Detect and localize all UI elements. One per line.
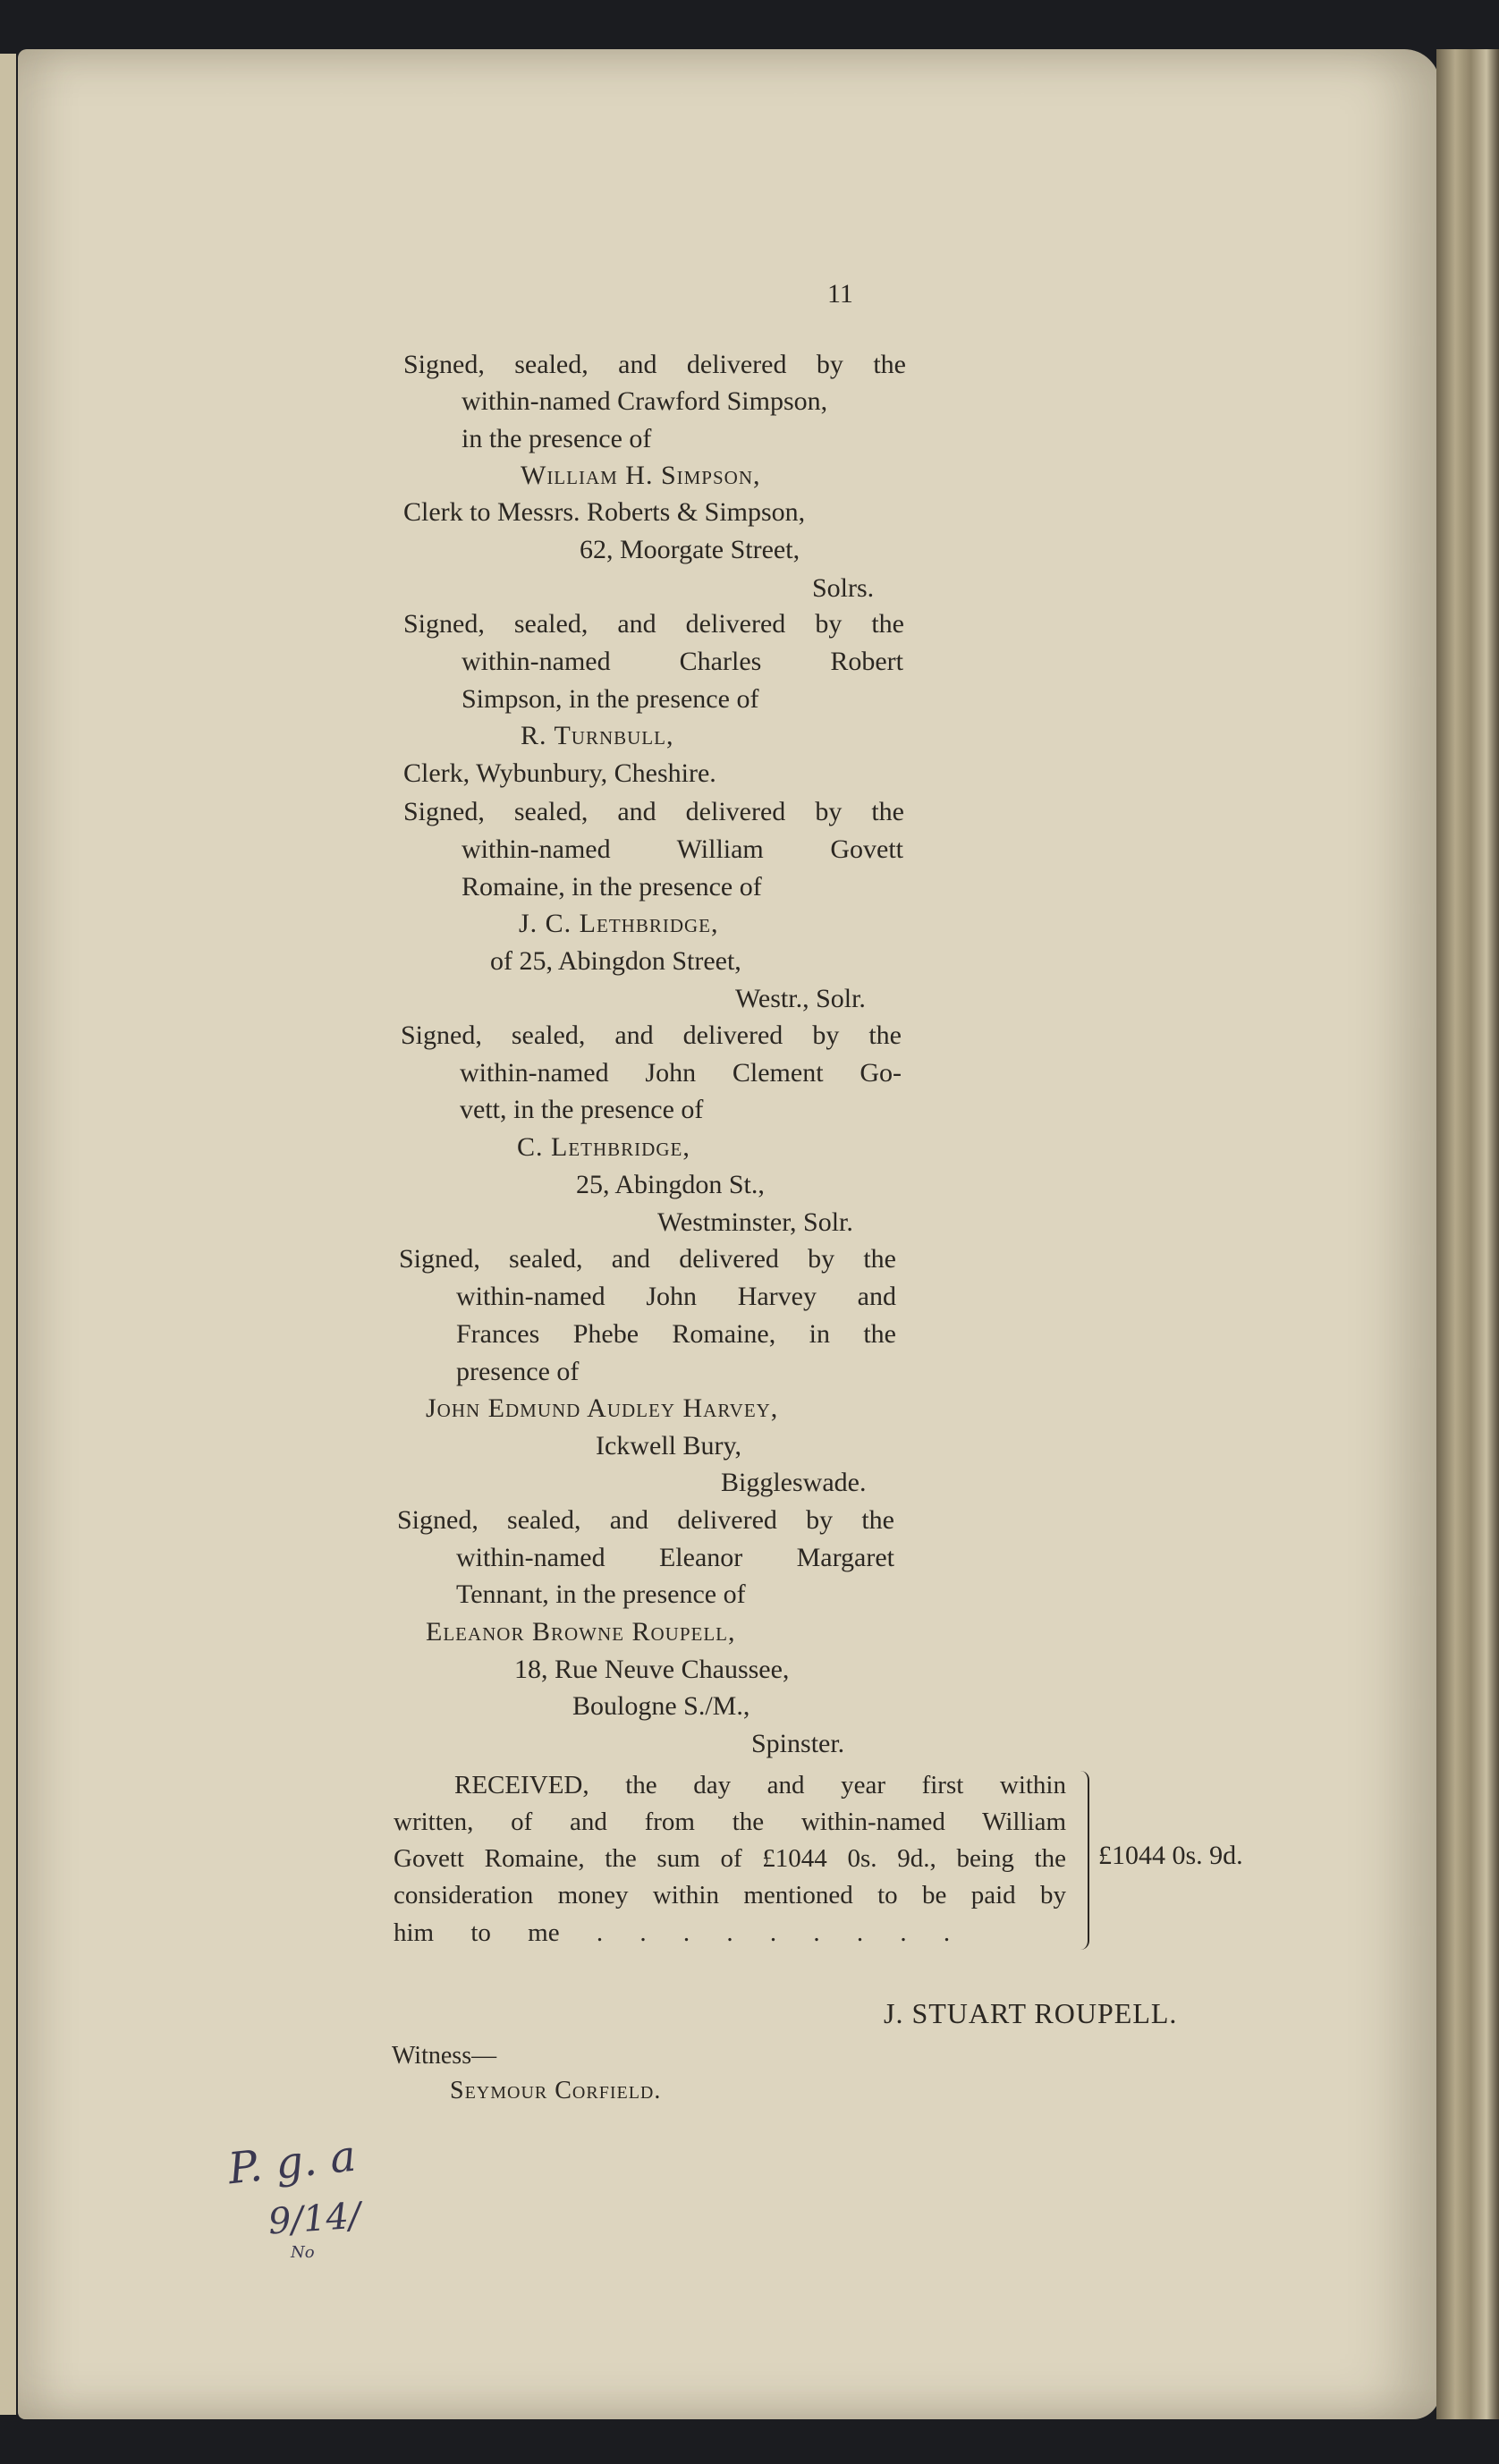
- page-edge-stack: [1436, 49, 1499, 2419]
- attestation-line: Tennant, in the presence of: [456, 1579, 746, 1609]
- attestation-line: vett, in the presence of: [460, 1095, 704, 1124]
- attestation-line: Ickwell Bury,: [596, 1431, 742, 1461]
- left-page-edge: [0, 54, 16, 2415]
- witness-name: J. C. Lethbridge,: [519, 909, 719, 938]
- attestation-line: Biggleswade.: [721, 1468, 867, 1497]
- attestation-line: Clerk to Messrs. Roberts & Simpson,: [403, 497, 806, 527]
- witness-name: C. Lethbridge,: [517, 1132, 690, 1162]
- attestation-line: within-named Eleanor Margaret: [456, 1543, 894, 1572]
- attestation-line: Signed, sealed, and delivered by the: [397, 1505, 894, 1535]
- attestation-line: within-named Crawford Simpson,: [462, 386, 828, 416]
- attestation-line: within-named Charles Robert: [462, 647, 903, 676]
- attestation-line: Signed, sealed, and delivered by the: [401, 1020, 902, 1050]
- attestation-line: Signed, sealed, and delivered by the: [403, 797, 904, 826]
- receipt-line: him to me . . . . . . . . .: [394, 1918, 951, 1947]
- witness-label: Witness—: [392, 2042, 497, 2070]
- handwritten-note: P. g. a: [225, 2130, 359, 2195]
- attestation-line: Romaine, in the presence of: [462, 872, 762, 902]
- attestation-line: presence of: [456, 1357, 580, 1386]
- attestation-line: in the presence of: [462, 424, 652, 453]
- attestation-line: within-named William Govett: [462, 834, 903, 864]
- witness-name: Eleanor Browne Roupell,: [426, 1617, 736, 1647]
- signature-name: J. STUART ROUPELL.: [884, 1997, 1178, 2029]
- attestation-line: Solrs.: [812, 573, 875, 603]
- witness-name: R. Turnbull,: [521, 721, 674, 750]
- handwritten-note: No: [291, 2243, 315, 2262]
- receipt-brace: [1071, 1771, 1089, 1950]
- attestation-line: Signed, sealed, and delivered by the: [399, 1244, 896, 1274]
- receipt-line: RECEIVED, the day and year first within: [454, 1771, 1066, 1799]
- attestation-line: Westr., Solr.: [735, 984, 866, 1013]
- receipt-line: written, of and from the within-named William: [394, 1808, 1066, 1836]
- attestation-line: of 25, Abingdon Street,: [490, 946, 741, 976]
- attestation-line: 25, Abingdon St.,: [576, 1170, 765, 1199]
- attestation-line: Boulogne S./M.,: [572, 1691, 750, 1721]
- attestation-line: 62, Moorgate Street,: [580, 535, 800, 564]
- attestation-line: Signed, sealed, and delivered by the: [403, 609, 904, 639]
- attestation-line: Signed, sealed, and delivered by the: [403, 350, 906, 379]
- attestation-line: within-named John Harvey and: [456, 1282, 896, 1311]
- attestation-line: Simpson, in the presence of: [462, 684, 759, 714]
- witness-name: John Edmund Audley Harvey,: [426, 1393, 779, 1423]
- page-number: 11: [827, 279, 853, 309]
- attestation-line: Spinster.: [751, 1729, 845, 1758]
- attestation-line: 18, Rue Neuve Chaussee,: [514, 1655, 790, 1684]
- attestation-line: Westminster, Solr.: [657, 1207, 853, 1237]
- handwritten-note: 9/14/: [267, 2195, 362, 2243]
- receipt-line: Govett Romaine, the sum of £1044 0s. 9d., being the: [394, 1844, 1066, 1873]
- receipt-line: consideration money within mentioned to be paid by: [394, 1881, 1066, 1909]
- witness-name: William H. Simpson,: [521, 461, 761, 490]
- attestation-line: within-named John Clement Go-: [460, 1058, 902, 1088]
- receipt-amount: £1044 0s. 9d.: [1098, 1841, 1243, 1870]
- witness-signature-name: Seymour Corfield.: [450, 2077, 662, 2104]
- attestation-line: Frances Phebe Romaine, in the: [456, 1319, 896, 1349]
- attestation-line: Clerk, Wybunbury, Cheshire.: [403, 758, 716, 788]
